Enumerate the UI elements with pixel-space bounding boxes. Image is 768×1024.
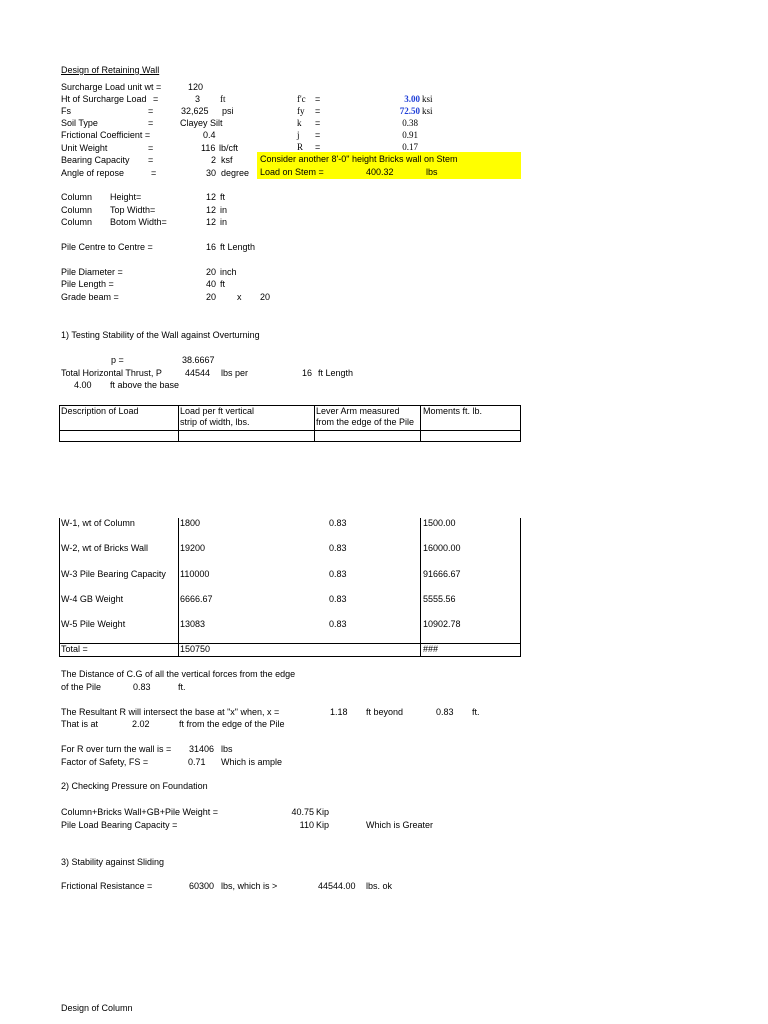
resultant-beyond-unit: ft.: [472, 707, 480, 717]
frictional-coeff-value: 0.4: [203, 130, 216, 140]
fc-unit: ksi: [422, 94, 433, 104]
p-value: 38.6667: [182, 355, 215, 365]
thrust-len-value: 16: [302, 368, 313, 378]
section3-heading: 3) Stability against Sliding: [61, 857, 165, 867]
note-line2-label: Load on Stem =: [260, 167, 324, 177]
soil-type-label: Soil Type: [61, 118, 98, 128]
j-label: j: [297, 130, 300, 140]
table-divider: [59, 643, 521, 644]
row4-lever: 0.83: [329, 594, 347, 604]
fs-value: 32,625: [181, 106, 209, 116]
fs-eq: =: [148, 106, 154, 116]
k-label: k: [297, 118, 302, 128]
overturn-fs-note: Which is ample: [221, 757, 283, 767]
R-value: 0.17: [402, 142, 418, 152]
above-unit: ft above the base: [110, 380, 180, 390]
table-divider: [59, 430, 521, 431]
cg-line1: The Distance of C.G of all the vertical forces from the edge: [61, 669, 296, 679]
surcharge-unit-wt-label: Surcharge Load unit wt =: [61, 82, 162, 92]
row4-desc: W-4 GB Weight: [61, 594, 124, 604]
row1-moment: 1500.00: [423, 518, 456, 528]
overturn-r-unit: lbs: [221, 744, 233, 754]
note-line1: Consider another 8'-0" height Bricks wall on Stem: [260, 154, 458, 164]
overturn-r-label: For R over turn the wall is =: [61, 744, 172, 754]
sum-unit: Kip: [316, 807, 330, 817]
bearing-capacity-value: 2: [211, 155, 217, 165]
row3-desc: W-3 Pile Bearing Capacity: [61, 569, 166, 579]
row3-lever: 0.83: [329, 569, 347, 579]
that-unit: ft from the edge of the Pile: [179, 719, 285, 729]
soil-type-eq: =: [148, 118, 154, 128]
bearing-capacity-unit: ksf: [221, 155, 233, 165]
thrust-label: Total Horizontal Thrust, P: [61, 368, 162, 378]
header-lever: Lever Arm measured from the edge of the Pile: [316, 406, 415, 427]
column-label: Column: [61, 192, 93, 202]
fc-value: 3.00: [404, 94, 420, 104]
column-bottom-unit: in: [220, 217, 228, 227]
overturn-r-value: 31406: [189, 744, 215, 754]
fr-end: lbs. ok: [366, 881, 393, 891]
surcharge-ht-eq: =: [153, 94, 159, 104]
bearing-capacity-label: Bearing Capacity: [61, 155, 130, 165]
overturn-fs-label: Factor of Safety, FS =: [61, 757, 149, 767]
pile-diameter-unit: inch: [220, 267, 237, 277]
that-value: 2.02: [132, 719, 150, 729]
header-description: Description of Load: [61, 406, 139, 416]
sum-label: Column+Bricks Wall+GB+Pile Weight =: [61, 807, 219, 817]
row5-moment: 10902.78: [423, 619, 461, 629]
total-load: 150750: [180, 644, 211, 654]
cg-line2-value: 0.83: [133, 682, 151, 692]
note-line2-unit: lbs: [426, 167, 438, 177]
unit-weight-label: Unit Weight: [61, 143, 108, 153]
row1-load: 1800: [180, 518, 201, 528]
angle-eq: =: [151, 168, 157, 178]
grade-beam-label: Grade beam =: [61, 292, 119, 302]
column-height-label: Height=: [110, 192, 142, 202]
table-divider: [314, 405, 315, 442]
pile-length-value: 40: [206, 279, 217, 289]
row2-load: 19200: [180, 543, 206, 553]
pile-length-unit: ft: [220, 279, 226, 289]
cg-line2-unit: ft.: [178, 682, 186, 692]
cap-value: 110: [299, 820, 314, 830]
row2-desc: W-2, wt of Bricks Wall: [61, 543, 149, 553]
section1-heading: 1) Testing Stability of the Wall against Overturning: [61, 330, 260, 340]
unit-weight-eq: =: [148, 143, 154, 153]
j-value: 0.91: [402, 130, 418, 140]
column-bottom-label: Botom Width=: [110, 217, 167, 227]
cg-line2-label: of the Pile: [61, 682, 102, 692]
grade-beam-x: x: [237, 292, 242, 302]
column-height-unit: ft: [220, 192, 226, 202]
above-value: 4.00: [74, 380, 92, 390]
row5-lever: 0.83: [329, 619, 347, 629]
fy-unit: ksi: [422, 106, 433, 116]
thrust-len-unit: ft Length: [318, 368, 354, 378]
fs-unit: psi: [222, 106, 234, 116]
k-value: 0.38: [402, 118, 418, 128]
row5-load: 13083: [180, 619, 206, 629]
row3-moment: 91666.67: [423, 569, 461, 579]
note-line2-value: 400.32: [366, 167, 394, 177]
table-divider: [178, 518, 179, 657]
frictional-coeff-label: Frictional Coefficient =: [61, 130, 151, 140]
section2-heading: 2) Checking Pressure on Foundation: [61, 781, 208, 791]
bearing-capacity-eq: =: [148, 155, 154, 165]
pile-centre-value: 16: [206, 242, 217, 252]
row5-desc: W-5 Pile Weight: [61, 619, 126, 629]
resultant-beyond-value: 0.83: [436, 707, 454, 717]
pile-diameter-label: Pile Diameter =: [61, 267, 123, 277]
column-top-unit: in: [220, 205, 228, 215]
thrust-value: 44544: [185, 368, 211, 378]
total-moment: ###: [423, 644, 439, 654]
table-divider: [420, 518, 421, 657]
column-bottom-value: 12: [206, 217, 217, 227]
pile-centre-unit: ft Length: [220, 242, 256, 252]
k-eq: =: [315, 118, 321, 128]
sum-value: 40.75: [291, 807, 314, 817]
pile-length-label: Pile Length =: [61, 279, 114, 289]
row1-lever: 0.83: [329, 518, 347, 528]
resultant-x-value: 1.18: [330, 707, 348, 717]
row2-lever: 0.83: [329, 543, 347, 553]
column-label: Column: [61, 205, 93, 215]
R-eq: =: [315, 142, 321, 152]
pile-centre-label: Pile Centre to Centre =: [61, 242, 153, 252]
fy-label: fy: [297, 106, 305, 116]
column-label: Column: [61, 217, 93, 227]
surcharge-ht-value: 3: [195, 94, 201, 104]
angle-label: Angle of repose: [61, 168, 125, 178]
soil-type-value: Clayey Silt: [180, 118, 223, 128]
table-divider: [178, 405, 179, 442]
cap-note: Which is Greater: [366, 820, 434, 830]
fr-label: Frictional Resistance =: [61, 881, 153, 891]
footer-heading: Design of Column: [61, 1003, 133, 1013]
cap-label: Pile Load Bearing Capacity =: [61, 820, 178, 830]
surcharge-ht-label: Ht of Surcharge Load: [61, 94, 147, 104]
fr-value2: 44544.00: [318, 881, 356, 891]
unit-weight-unit: lb/cft: [219, 143, 239, 153]
header-load: Load per ft vertical strip of width, lbs.: [180, 406, 255, 427]
that-label: That is at: [61, 719, 99, 729]
row4-moment: 5555.56: [423, 594, 456, 604]
row2-moment: 16000.00: [423, 543, 461, 553]
overturn-fs-value: 0.71: [188, 757, 206, 767]
fy-eq: =: [315, 106, 321, 116]
fc-eq: =: [315, 94, 321, 104]
fy-value: 72.50: [399, 106, 420, 116]
R-label: R: [297, 142, 304, 152]
column-top-label: Top Width=: [110, 205, 156, 215]
angle-value: 30: [206, 168, 217, 178]
total-label: Total =: [61, 644, 88, 654]
table-divider: [420, 405, 421, 442]
grade-beam-a: 20: [206, 292, 217, 302]
column-height-value: 12: [206, 192, 217, 202]
page-title: Design of Retaining Wall: [61, 65, 160, 75]
column-top-value: 12: [206, 205, 217, 215]
p-label: p =: [111, 355, 124, 365]
row4-load: 6666.67: [180, 594, 213, 604]
pile-diameter-value: 20: [206, 267, 217, 277]
fc-label: f'c: [297, 94, 306, 104]
unit-weight-value: 116: [201, 143, 216, 153]
angle-unit: degree: [221, 168, 250, 178]
resultant-label: The Resultant R will intersect the base at "x" when, x =: [61, 707, 280, 717]
fs-label: Fs: [61, 106, 71, 116]
fr-value: 60300: [189, 881, 215, 891]
thrust-unit: lbs per: [221, 368, 249, 378]
fr-mid: lbs, which is >: [221, 881, 278, 891]
surcharge-unit-wt-value: 120: [188, 82, 204, 92]
surcharge-ht-unit: ft: [220, 94, 226, 104]
resultant-beyond-label: ft beyond: [366, 707, 404, 717]
grade-beam-b: 20: [260, 292, 271, 302]
header-moment: Moments ft. lb.: [423, 406, 483, 416]
row1-desc: W-1, wt of Column: [61, 518, 135, 528]
row3-load: 110000: [180, 569, 210, 579]
j-eq: =: [315, 130, 321, 140]
cap-unit: Kip: [316, 820, 330, 830]
load-table-body: [59, 518, 521, 657]
